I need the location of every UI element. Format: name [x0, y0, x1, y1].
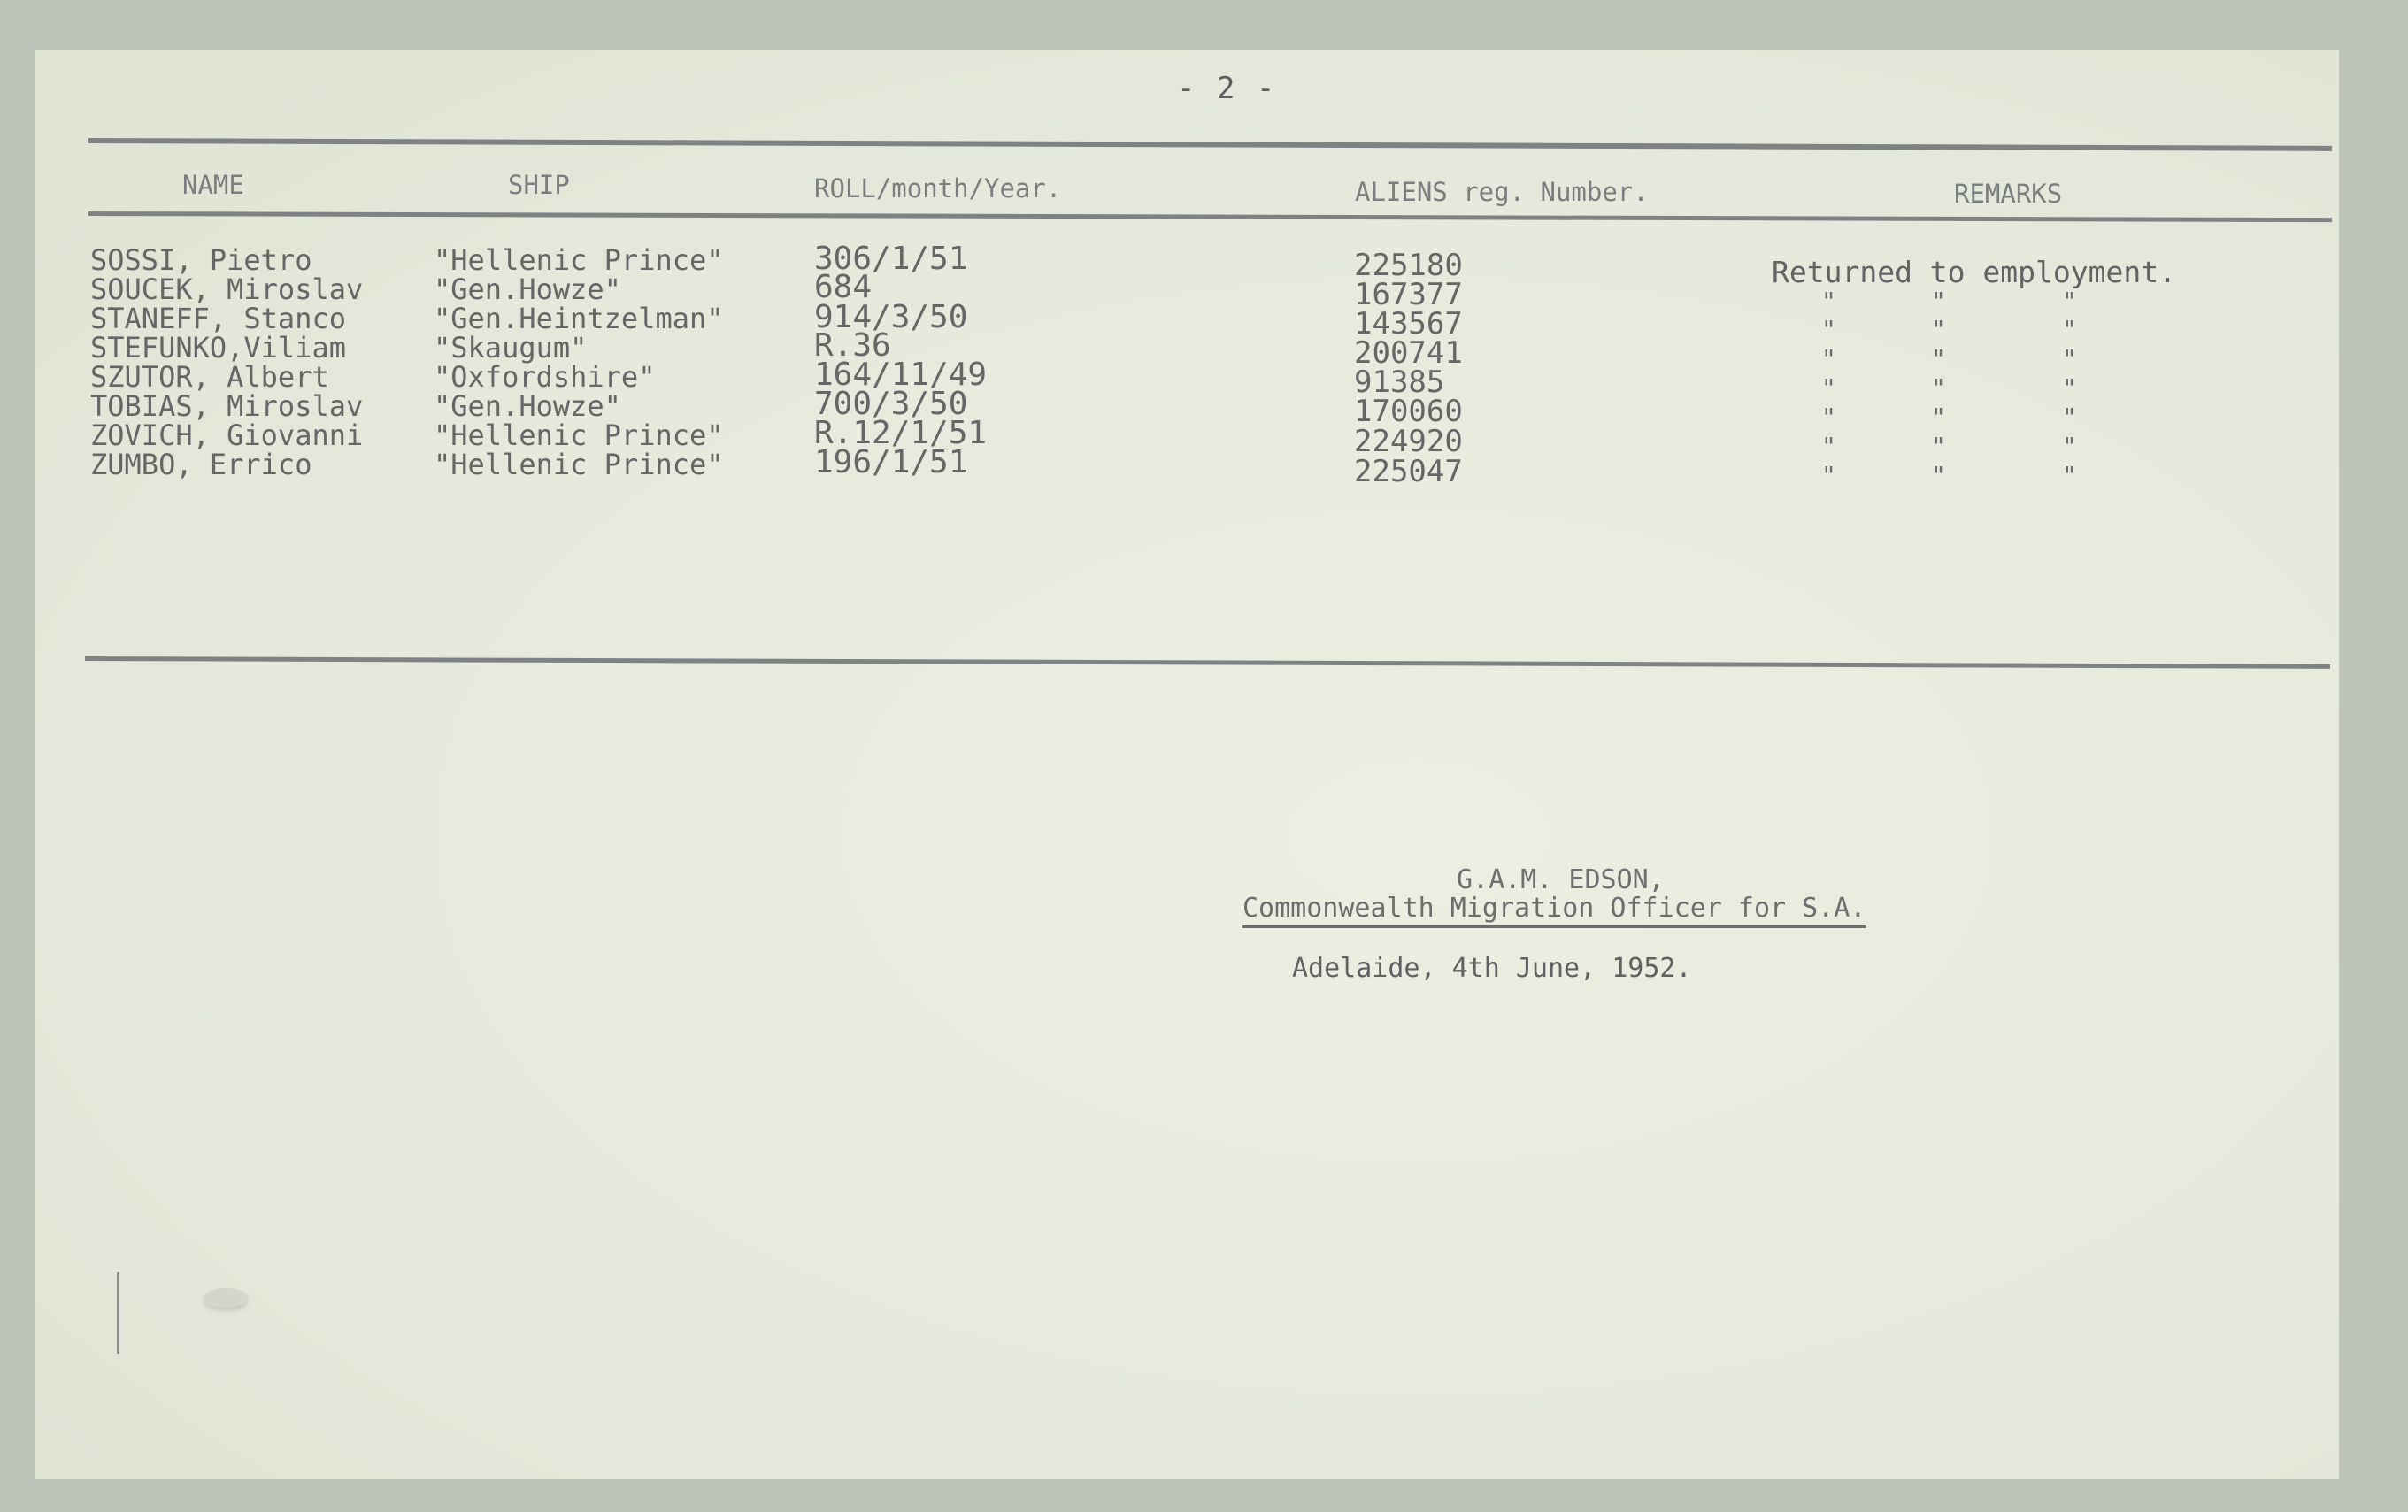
ditto-mark: " [1931, 432, 1946, 461]
ditto-mark: " [1821, 403, 1836, 432]
document-page [35, 50, 2339, 1479]
signatory-name: G.A.M. EDSON, [1457, 864, 1665, 895]
row-roll: 164/11/49 [814, 357, 988, 393]
ditto-mark: " [2062, 461, 2077, 490]
remarks-returned: Returned to employment. [1772, 255, 2176, 289]
row-ship: "Hellenic Prince" [434, 418, 724, 452]
ditto-mark: " [2062, 432, 2077, 461]
row-reg-number: 91385 [1354, 365, 1445, 400]
row-ship: "Gen.Heintzelman" [434, 302, 724, 335]
ditto-mark: " [2062, 344, 2077, 373]
ditto-mark: " [2062, 287, 2077, 316]
row-reg-number: 167377 [1354, 277, 1463, 312]
ditto-mark: " [1931, 315, 1946, 344]
row-ship: "Oxfordshire" [434, 360, 656, 394]
ditto-mark: " [1931, 287, 1946, 316]
row-reg-number: 143567 [1354, 306, 1463, 342]
row-roll: 196/1/51 [814, 444, 968, 480]
ditto-mark: " [1821, 373, 1836, 403]
row-name: SZUTOR, Albert [90, 360, 329, 394]
row-roll: 306/1/51 [814, 241, 968, 277]
row-reg-number: 224920 [1354, 424, 1463, 459]
ditto-mark: " [2062, 373, 2077, 403]
row-reg-number: 170060 [1354, 394, 1463, 429]
row-name: STEFUNKO,Viliam [90, 331, 346, 365]
row-name: ZOVICH, Giovanni [90, 418, 364, 452]
row-name: SOSSI, Pietro [90, 243, 312, 277]
page-number: - 2 - [1177, 71, 1277, 106]
header-ship: SHIP [508, 170, 570, 200]
row-ship: "Gen.Howze" [434, 272, 621, 306]
row-roll: 684 [814, 269, 873, 305]
row-ship: "Gen.Howze" [434, 389, 621, 423]
row-roll: R.12/1/51 [814, 415, 988, 451]
top-rule [88, 138, 2332, 151]
margin-mark [117, 1272, 119, 1354]
header-remarks: REMARKS [1954, 179, 2063, 209]
row-roll: 914/3/50 [814, 299, 968, 335]
ditto-mark: " [1931, 344, 1946, 373]
ditto-mark: " [1821, 287, 1836, 316]
row-name: SOUCEK, Miroslav [90, 272, 364, 306]
ditto-mark: " [1931, 403, 1946, 432]
row-roll: 700/3/50 [814, 386, 968, 422]
row-reg-number: 225047 [1354, 454, 1463, 489]
place-and-date: Adelaide, 4th June, 1952. [1292, 953, 1692, 984]
row-roll: R.36 [814, 327, 891, 364]
ditto-mark: " [1821, 461, 1836, 490]
ditto-mark: " [1931, 373, 1946, 403]
row-ship: "Hellenic Prince" [434, 243, 724, 277]
ditto-mark: " [2062, 315, 2077, 344]
header-rule [88, 211, 2332, 222]
header-name: NAME [182, 170, 244, 200]
ditto-mark: " [1821, 432, 1836, 461]
row-reg-number: 200741 [1354, 335, 1463, 371]
header-aliens-reg: ALIENS reg. Number. [1355, 177, 1649, 207]
bottom-rule [85, 656, 2330, 669]
header-roll: ROLL/month/Year. [814, 173, 1062, 203]
ditto-mark: " [2062, 403, 2077, 432]
row-name: TOBIAS, Miroslav [90, 389, 364, 423]
ditto-mark: " [1821, 344, 1836, 373]
row-name: STANEFF, Stanco [90, 302, 346, 335]
row-reg-number: 225180 [1354, 248, 1463, 283]
signatory-title: Commonwealth Migration Officer for S.A. [1242, 893, 1866, 924]
row-name: ZUMBO, Errico [90, 448, 312, 481]
ditto-mark: " [1931, 461, 1946, 490]
staple-mark [204, 1288, 248, 1308]
row-ship: "Skaugum" [434, 331, 588, 365]
row-ship: "Hellenic Prince" [434, 448, 724, 481]
ditto-mark: " [1821, 315, 1836, 344]
